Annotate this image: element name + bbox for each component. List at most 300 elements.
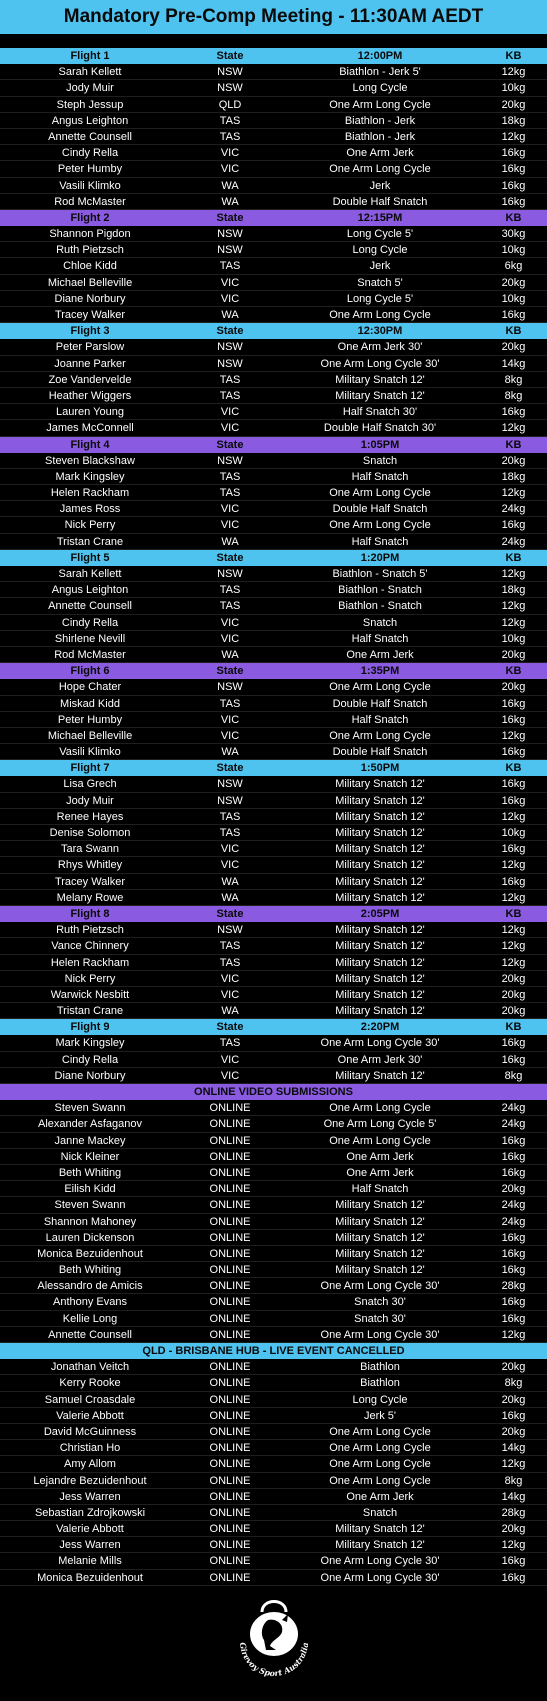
event-cell: One Arm Jerk (346, 648, 414, 661)
table-row (0, 679, 547, 695)
state-cell: TAS (219, 940, 241, 953)
table-row (0, 97, 547, 113)
name-cell: Tracey Walker (54, 309, 126, 321)
kb-cell: 18kg (501, 470, 526, 483)
name-cell: Heather Wiggers (48, 389, 132, 402)
kb-cell: 24kg (501, 535, 526, 548)
table-row (0, 517, 547, 533)
table-row (0, 1440, 547, 1456)
state-cell: VIC (220, 163, 240, 176)
event-cell: One Arm Long Cycle (329, 1458, 431, 1471)
kb-cell: 16kg (501, 1247, 526, 1260)
logo-text: Girevoy Sport Australia (237, 1641, 311, 1679)
table-row (0, 1230, 547, 1246)
name-cell: Vance Chinnery (51, 940, 129, 953)
name-cell: Flight 5 (70, 551, 110, 564)
table-row (0, 696, 547, 712)
event-cell: 1:20PM (360, 551, 400, 564)
state-cell: WA (221, 648, 239, 661)
table-row (0, 1181, 547, 1197)
state-cell: ONLINE (209, 1280, 251, 1293)
kb-cell: KB (505, 50, 522, 62)
name-cell: Flight 8 (70, 907, 110, 920)
event-cell: One Arm Long Cycle (329, 163, 431, 176)
kb-cell: KB (505, 665, 522, 678)
table-row (0, 1278, 547, 1294)
kb-cell: 20kg (501, 276, 526, 289)
kb-cell: 8kg (504, 389, 523, 402)
kb-cell: 20kg (501, 1425, 526, 1438)
event-cell: One Arm Long Cycle (329, 1102, 431, 1115)
name-cell: Steven Swann (54, 1102, 126, 1115)
event-cell: Military Snatch 12' (335, 891, 425, 904)
state-cell: ONLINE (209, 1361, 251, 1374)
state-cell: NSW (217, 794, 243, 807)
state-cell: NSW (217, 454, 243, 467)
table-row (0, 890, 547, 906)
table-row (0, 469, 547, 485)
kb-cell: 16kg (501, 713, 526, 726)
name-cell: Helen Rackham (50, 956, 130, 969)
event-cell: One Arm Long Cycle 5' (323, 1118, 437, 1131)
event-cell: Biathlon (360, 1377, 400, 1390)
event-cell: Military Snatch 12' (335, 875, 425, 888)
kb-cell: 16kg (501, 406, 526, 419)
event-cell: Military Snatch 12' (335, 389, 425, 402)
name-cell: Shannon Pigdon (49, 228, 131, 241)
table-row (0, 922, 547, 938)
event-cell: Half Snatch 30' (342, 406, 418, 419)
event-cell: Military Snatch 12' (335, 778, 425, 791)
event-cell: Long Cycle 5' (346, 292, 414, 305)
state-cell: ONLINE (209, 1102, 251, 1115)
state-cell: ONLINE (209, 1312, 251, 1325)
kb-cell: 28kg (501, 1280, 526, 1293)
kb-cell: 20kg (501, 1523, 526, 1536)
state-cell: State (216, 665, 244, 678)
event-cell: One Arm Jerk 30' (337, 1053, 423, 1066)
event-cell: Double Half Snatch (332, 195, 428, 208)
name-cell: Zoe Vandervelde (48, 373, 132, 386)
name-cell: Valerie Abbott (56, 1523, 124, 1536)
kb-cell: 10kg (501, 827, 526, 839)
state-cell: TAS (219, 373, 241, 386)
table-row (0, 1003, 547, 1019)
kb-cell: 14kg (501, 1490, 526, 1503)
state-cell: NSW (217, 924, 243, 937)
event-cell: One Arm Long Cycle (329, 1442, 431, 1455)
table-row (0, 1456, 547, 1472)
event-cell: Military Snatch 12' (335, 1523, 425, 1536)
table-row (0, 809, 547, 825)
table-row (0, 776, 547, 792)
kb-cell: 16kg (501, 875, 526, 888)
table-row (0, 874, 547, 890)
kb-cell: 16kg (501, 1166, 526, 1179)
table-row (0, 501, 547, 517)
state-cell: TAS (219, 697, 241, 710)
state-cell: ONLINE (209, 1264, 251, 1277)
kb-cell: 16kg (501, 1037, 526, 1050)
event-cell: Half Snatch (351, 1183, 409, 1196)
kb-cell: KB (505, 211, 522, 224)
kb-cell: 12kg (501, 600, 526, 613)
table-row (0, 582, 547, 598)
kb-cell: KB (505, 762, 522, 775)
event-cell: One Arm Long Cycle (329, 1134, 431, 1147)
kb-cell: 30kg (501, 228, 526, 241)
state-cell: VIC (220, 422, 240, 435)
event-cell: Half Snatch (351, 535, 409, 548)
state-cell: ONLINE (209, 1199, 251, 1212)
event-cell: 2:05PM (360, 907, 400, 920)
kb-cell: 8kg (504, 373, 523, 386)
state-cell: ONLINE (209, 1393, 251, 1406)
state-cell: WA (221, 746, 239, 759)
event-cell: Military Snatch 12' (335, 988, 425, 1001)
kb-cell: KB (505, 438, 522, 451)
name-cell: Flight 7 (70, 762, 110, 775)
event-cell: One Arm Long Cycle (329, 487, 431, 500)
table-row (0, 161, 547, 177)
name-cell: Tristan Crane (56, 1005, 124, 1018)
event-cell: Military Snatch 12' (335, 924, 425, 937)
kb-cell: 18kg (501, 584, 526, 597)
kb-cell: 20kg (501, 98, 526, 111)
table-row (0, 825, 547, 841)
state-cell: NSW (217, 244, 243, 257)
state-cell: WA (221, 309, 239, 321)
state-cell: TAS (219, 389, 241, 402)
kb-cell: 12kg (501, 924, 526, 937)
table-row (0, 857, 547, 873)
kb-cell: KB (505, 907, 522, 920)
name-cell: Cindy Rella (61, 1053, 119, 1066)
table-row (0, 1035, 547, 1051)
table-row (0, 1505, 547, 1521)
kb-cell: 16kg (501, 147, 526, 160)
state-cell: TAS (219, 810, 241, 823)
name-cell: Cindy Rella (61, 147, 119, 160)
kb-cell: 10kg (501, 82, 526, 95)
event-cell: Military Snatch 12' (335, 1539, 425, 1552)
state-cell: TAS (219, 114, 241, 127)
event-cell: Snatch 5' (357, 276, 403, 289)
kb-cell: 8kg (504, 1377, 523, 1390)
section-header: QLD - BRISBANE HUB - LIVE EVENT CANCELLED (0, 1343, 547, 1359)
name-cell: Tara Swann (60, 843, 120, 856)
table-row (0, 420, 547, 436)
event-cell: Biathlon - Jerk 5' (339, 66, 421, 79)
state-cell: ONLINE (209, 1134, 251, 1147)
event-cell: Military Snatch 12' (335, 1199, 425, 1212)
kb-cell: 20kg (501, 341, 526, 354)
kb-cell: 12kg (501, 940, 526, 953)
event-cell: Double Half Snatch (332, 746, 428, 759)
name-cell: Rhys Whitley (57, 859, 123, 872)
name-cell: David McGuinness (43, 1425, 137, 1438)
name-cell: Hope Chater (58, 681, 122, 694)
table-row (0, 1294, 547, 1310)
name-cell: Denise Solomon (49, 827, 131, 839)
state-cell: VIC (220, 713, 240, 726)
name-cell: Annette Counsell (48, 600, 132, 613)
table-row (0, 971, 547, 987)
table-row (0, 841, 547, 857)
kb-cell: 20kg (501, 681, 526, 694)
kb-cell: 20kg (501, 648, 526, 661)
name-cell: Mark Kingsley (55, 470, 125, 483)
event-cell: Military Snatch 12' (335, 1069, 425, 1082)
event-cell: One Arm Jerk 30' (337, 341, 423, 354)
event-cell: One Arm Jerk (346, 147, 414, 160)
kb-cell: 16kg (501, 195, 526, 208)
kb-cell: 16kg (501, 163, 526, 176)
kb-cell: 16kg (501, 1053, 526, 1066)
name-cell: Nick Perry (64, 972, 116, 985)
kb-cell: 16kg (501, 1134, 526, 1147)
table-row (0, 1537, 547, 1553)
table-row (0, 1149, 547, 1165)
event-cell: Biathlon - Jerk (344, 130, 416, 143)
state-cell: ONLINE (209, 1166, 251, 1179)
event-cell: Military Snatch 12' (335, 373, 425, 386)
event-cell: Jerk 5' (363, 1409, 397, 1422)
event-cell: One Arm Long Cycle 30' (320, 1555, 440, 1568)
event-cell: Long Cycle (352, 244, 408, 257)
event-cell: Military Snatch 12' (335, 972, 425, 985)
table-row (0, 712, 547, 728)
state-cell: TAS (219, 584, 241, 597)
table-row (0, 728, 547, 744)
name-cell: Vasili Klimko (59, 179, 121, 192)
state-cell: TAS (219, 470, 241, 483)
table-row (0, 1165, 547, 1181)
name-cell: Chloe Kidd (63, 260, 117, 273)
name-cell: Christian Ho (59, 1442, 121, 1455)
name-cell: Peter Parslow (55, 341, 125, 354)
state-cell: State (216, 1021, 244, 1034)
event-cell: Snatch 30' (354, 1312, 406, 1325)
name-cell: Annette Counsell (48, 1328, 132, 1341)
state-cell: NSW (217, 681, 243, 694)
state-cell: VIC (220, 292, 240, 305)
kb-cell: 24kg (501, 1102, 526, 1115)
state-cell: TAS (219, 260, 241, 273)
section-header: ONLINE VIDEO SUBMISSIONS (0, 1084, 547, 1100)
state-cell: State (216, 325, 244, 338)
table-row (0, 1052, 547, 1068)
state-cell: VIC (220, 276, 240, 289)
table-row (0, 1570, 547, 1586)
event-cell: Double Half Snatch (332, 697, 428, 710)
state-cell: WA (221, 535, 239, 548)
table-row (0, 534, 547, 550)
name-cell: Alexander Asfaganov (38, 1118, 142, 1131)
state-cell: TAS (219, 1037, 241, 1050)
state-cell: WA (221, 179, 239, 192)
kb-cell: 24kg (501, 1215, 526, 1228)
table-row (0, 1424, 547, 1440)
kb-cell: 10kg (501, 244, 526, 257)
table-row (0, 598, 547, 614)
event-cell: Biathlon - Snatch (338, 584, 422, 597)
name-cell: Monica Bezuidenhout (37, 1247, 143, 1260)
kb-cell: 16kg (501, 794, 526, 807)
girevoy-sport-australia-logo (232, 1590, 316, 1680)
event-cell: Half Snatch (351, 632, 409, 645)
event-cell: One Arm Long Cycle 30' (320, 1280, 440, 1293)
state-cell: VIC (220, 843, 240, 856)
state-cell: TAS (219, 600, 241, 613)
table-row (0, 1262, 547, 1278)
kb-cell: 12kg (501, 810, 526, 823)
event-cell: Double Half Snatch 30' (323, 422, 437, 435)
name-cell: Cindy Rella (61, 616, 119, 629)
state-cell: WA (221, 195, 239, 208)
state-cell: NSW (217, 82, 243, 95)
name-cell: Rod McMaster (54, 195, 126, 208)
state-cell: ONLINE (209, 1118, 251, 1131)
state-cell: ONLINE (209, 1215, 251, 1228)
table-row (0, 1133, 547, 1149)
name-cell: Flight 2 (70, 211, 110, 224)
kb-cell: 14kg (501, 357, 526, 370)
name-cell: Angus Leighton (51, 584, 129, 597)
state-cell: ONLINE (209, 1523, 251, 1536)
state-cell: VIC (220, 972, 240, 985)
event-cell: Jerk (369, 179, 391, 192)
kb-cell: 12kg (501, 487, 526, 500)
table-row (0, 566, 547, 582)
event-cell: Snatch 30' (354, 1296, 406, 1309)
kb-cell: 14kg (501, 1442, 526, 1455)
flight-header-row (0, 550, 547, 566)
name-cell: Michael Belleville (47, 276, 133, 289)
table-row (0, 404, 547, 420)
name-cell: Flight 1 (70, 50, 110, 62)
flight-header-row (0, 663, 547, 679)
kb-cell: 12kg (501, 130, 526, 143)
state-cell: NSW (217, 228, 243, 241)
name-cell: Flight 3 (70, 325, 110, 338)
event-cell: Military Snatch 12' (335, 1215, 425, 1228)
kb-cell: 16kg (501, 519, 526, 532)
table-row (0, 1473, 547, 1489)
name-cell: Vasili Klimko (59, 746, 121, 759)
table-row (0, 955, 547, 971)
name-cell: Jody Muir (66, 82, 114, 95)
state-cell: ONLINE (209, 1458, 251, 1471)
kb-cell: 6kg (504, 260, 523, 273)
kb-cell: 16kg (501, 1571, 526, 1584)
state-cell: TAS (219, 827, 241, 839)
name-cell: Amy Allom (64, 1458, 116, 1471)
event-cell: One Arm Long Cycle (329, 1425, 431, 1438)
event-cell: 1:05PM (360, 438, 400, 451)
state-cell: VIC (220, 1053, 240, 1066)
event-cell: One Arm Jerk (346, 1150, 414, 1163)
event-cell: Snatch (362, 454, 398, 467)
event-cell: Military Snatch 12' (335, 794, 425, 807)
name-cell: Beth Whiting (58, 1166, 122, 1179)
kb-cell: 12kg (501, 891, 526, 904)
kb-cell: 10kg (501, 292, 526, 305)
kb-cell: 16kg (501, 1296, 526, 1309)
state-cell: ONLINE (209, 1490, 251, 1503)
table-row (0, 242, 547, 258)
name-cell: Miskad Kidd (60, 697, 120, 710)
name-cell: Nick Perry (64, 519, 116, 532)
name-cell: Flight 6 (70, 665, 110, 678)
name-cell: Lauren Young (56, 406, 124, 419)
kb-cell: 12kg (501, 568, 526, 580)
event-cell: Military Snatch 12' (335, 1264, 425, 1277)
table-row (0, 631, 547, 647)
table-row (0, 485, 547, 501)
flight-header-row (0, 323, 547, 339)
state-cell: VIC (220, 519, 240, 532)
name-cell: Anthony Evans (53, 1296, 127, 1309)
name-cell: Monica Bezuidenhout (37, 1571, 143, 1584)
table-row (0, 1246, 547, 1262)
name-cell: Ruth Pietzsch (56, 244, 124, 257)
event-cell: One Arm Long Cycle (329, 681, 431, 694)
table-row (0, 64, 547, 80)
name-cell: Valerie Abbott (56, 1409, 124, 1422)
kb-cell: 16kg (501, 309, 526, 321)
name-cell: Michael Belleville (47, 729, 133, 742)
kb-cell: 8kg (504, 1069, 523, 1082)
table-row (0, 1521, 547, 1537)
kb-cell: 24kg (501, 1199, 526, 1212)
state-cell: WA (221, 891, 239, 904)
event-cell: Long Cycle (352, 1393, 408, 1406)
event-cell: Military Snatch 12' (335, 1005, 425, 1018)
state-cell: VIC (220, 632, 240, 645)
name-cell: Alessandro de Amicis (37, 1280, 143, 1293)
kb-cell: 20kg (501, 1183, 526, 1196)
flight-header-row (0, 210, 547, 226)
kb-cell: 20kg (501, 1361, 526, 1374)
kb-cell: 20kg (501, 1005, 526, 1018)
state-cell: NSW (217, 66, 243, 79)
event-cell: Military Snatch 12' (335, 843, 425, 856)
name-cell: Shirlene Nevill (54, 632, 126, 645)
event-cell: 1:35PM (360, 665, 400, 678)
kb-cell: 16kg (501, 746, 526, 759)
state-cell: VIC (220, 859, 240, 872)
state-cell: VIC (220, 503, 240, 516)
state-cell: WA (221, 875, 239, 888)
state-cell: State (216, 551, 244, 564)
state-cell: QLD (218, 98, 242, 111)
table-row (0, 194, 547, 210)
kb-cell: 20kg (501, 454, 526, 467)
table-row (0, 129, 547, 145)
name-cell: Warwick Nesbitt (50, 988, 130, 1001)
event-cell: Long Cycle (352, 82, 408, 95)
state-cell: VIC (220, 729, 240, 742)
state-cell: ONLINE (209, 1539, 251, 1552)
event-cell: One Arm Long Cycle (329, 519, 431, 532)
name-cell: Tristan Crane (56, 535, 124, 548)
table-row (0, 1489, 547, 1505)
state-cell: ONLINE (209, 1425, 251, 1438)
table-row (0, 1197, 547, 1213)
name-cell: Sebastian Zdrojkowski (34, 1506, 146, 1519)
table-row (0, 987, 547, 1003)
